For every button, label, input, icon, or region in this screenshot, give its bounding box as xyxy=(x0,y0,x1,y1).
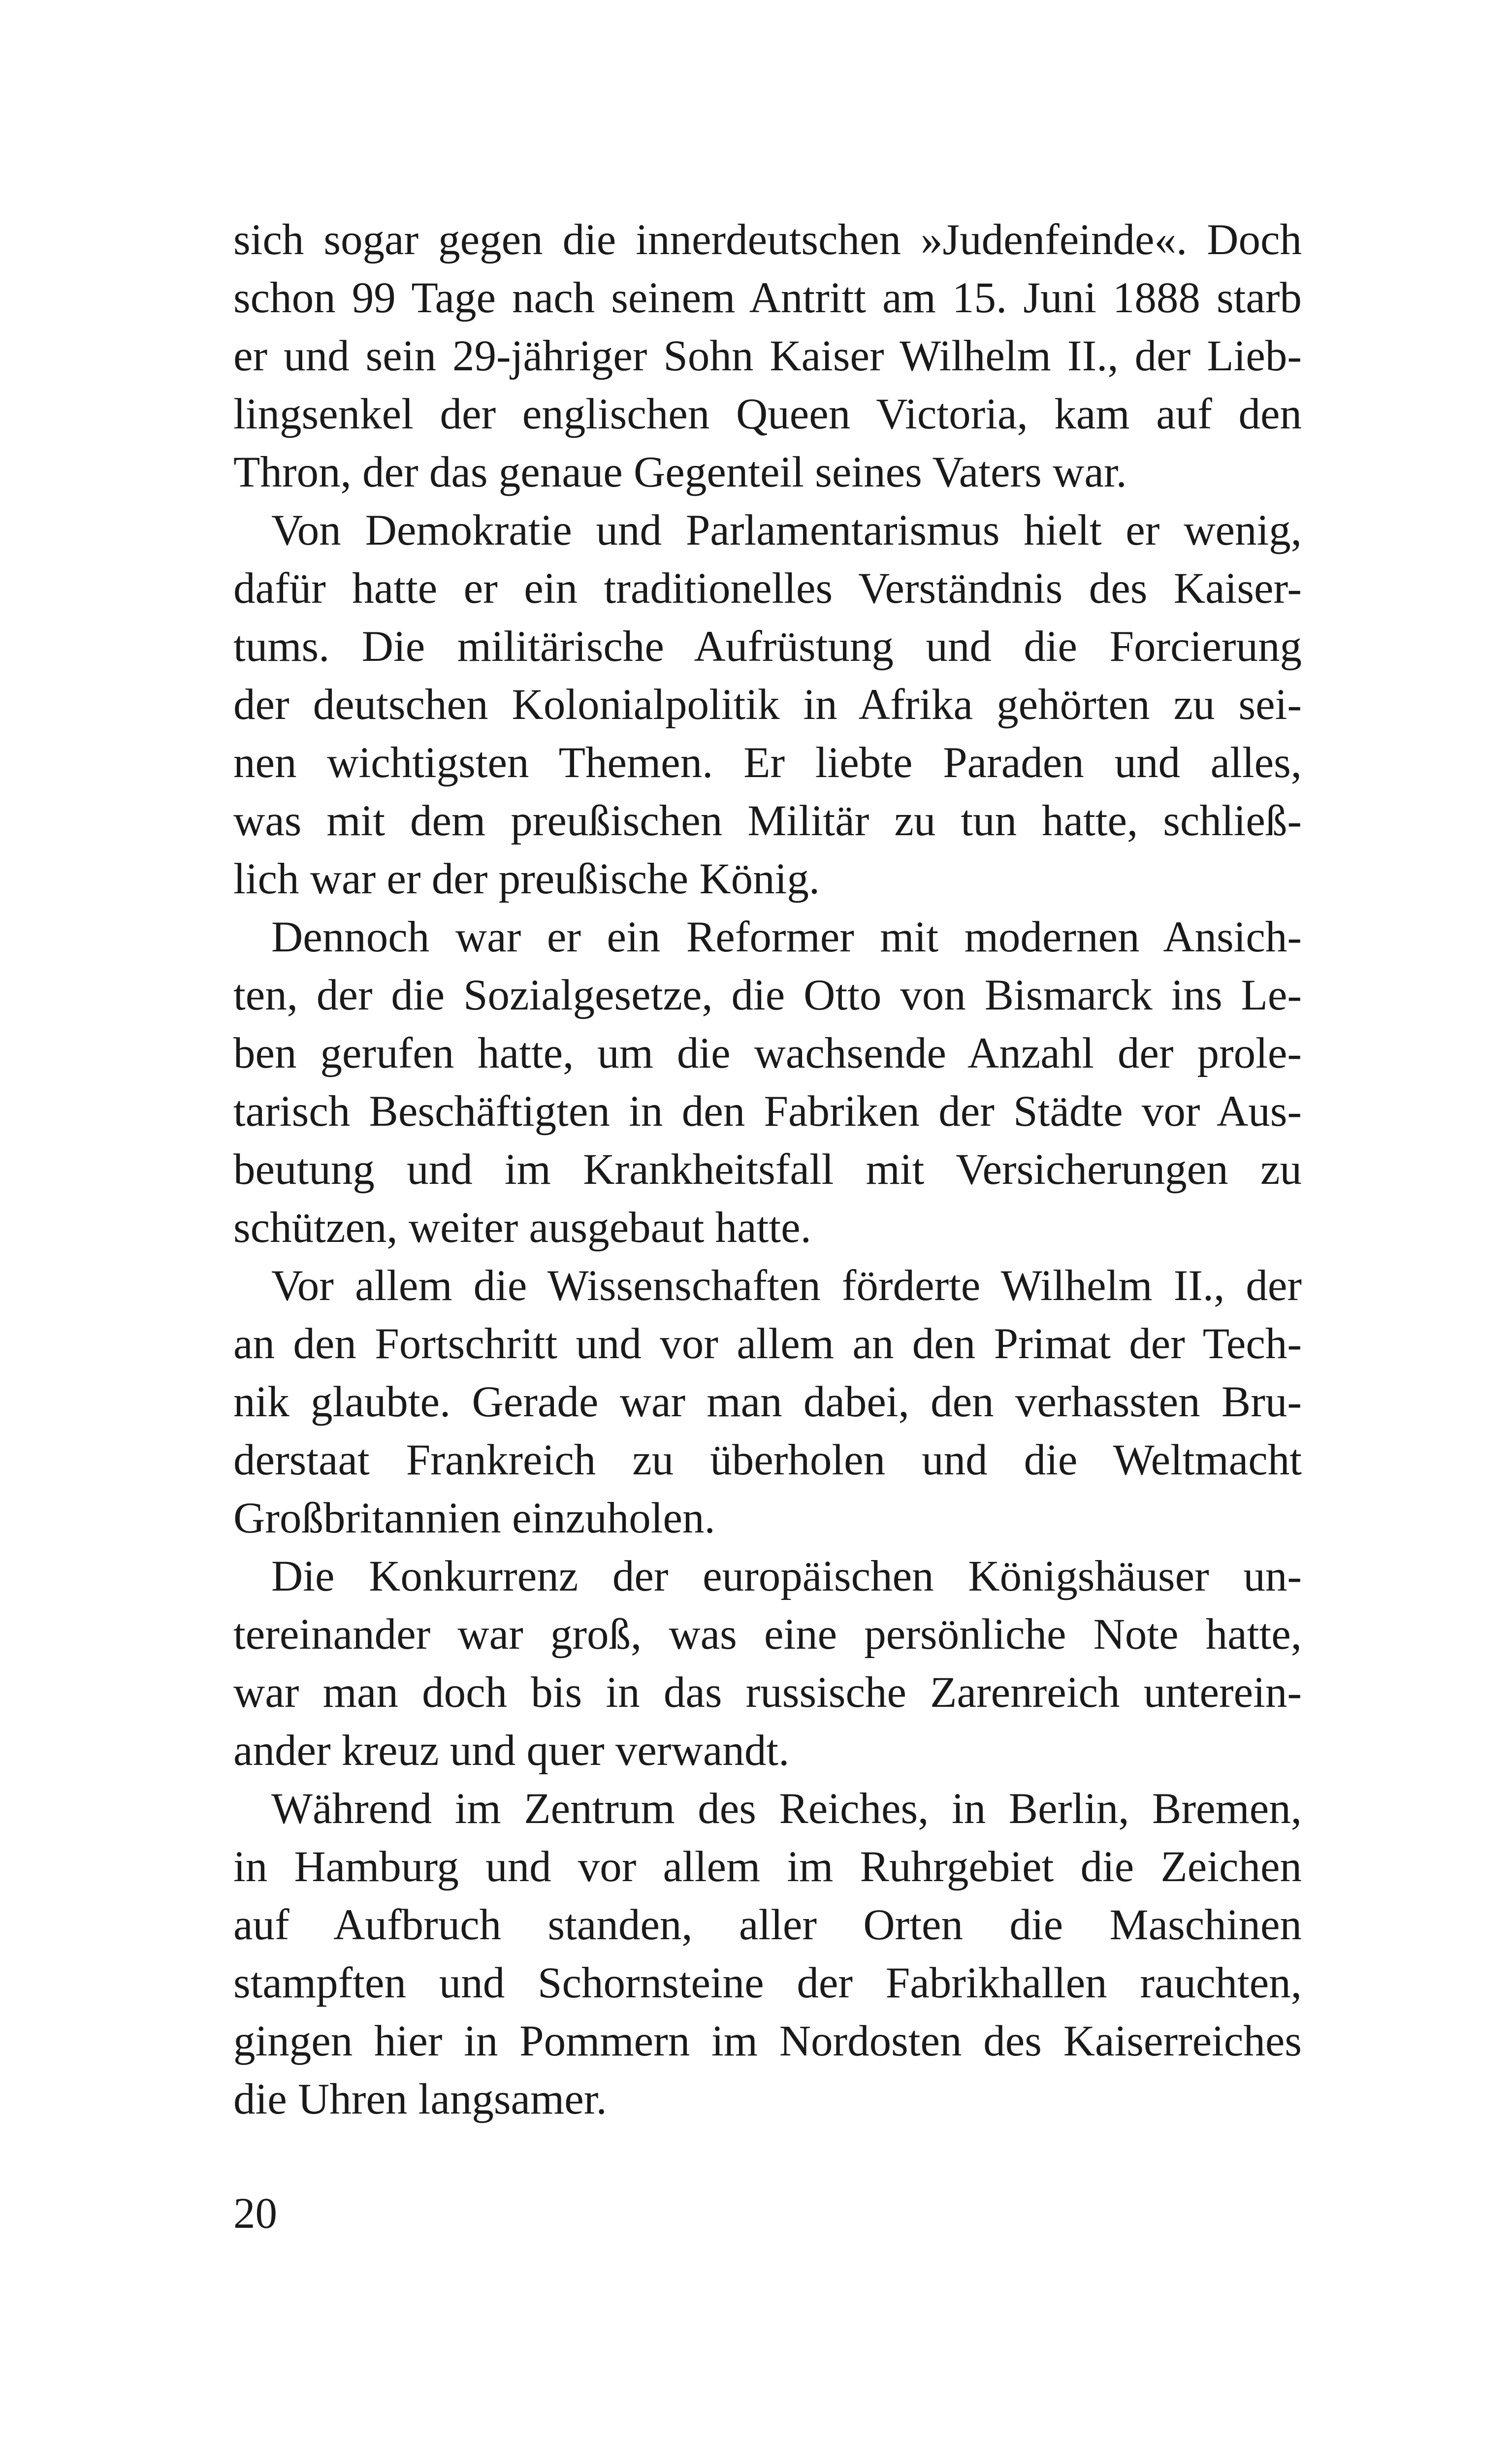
text-line: Während im Zentrum des Reiches, in Berlin, Bremen, xyxy=(271,1785,1302,1833)
text-line: derstaat Frankreich zu überholen und die Weltmacht xyxy=(233,1436,1302,1484)
paragraph xyxy=(233,1547,1302,1780)
paragraph xyxy=(233,1780,1302,2128)
body-text xyxy=(233,211,1302,2128)
text-line: dafür hatte er ein traditionelles Verständnis des Kaiser- xyxy=(233,564,1302,613)
text-line: schützen, weiter ausgebaut hatte. xyxy=(233,1204,811,1252)
paragraph xyxy=(233,501,1302,908)
text-line: Die Konkurrenz der europäischen Königshäuser un- xyxy=(271,1552,1302,1600)
text-line: Dennoch war er ein Reformer mit modernen Ansich- xyxy=(271,913,1302,961)
text-line: tereinander war groß, was eine persönliche Note hatte, xyxy=(233,1610,1302,1659)
text-line: schon 99 Tage nach seinem Antritt am 15. Juni 1888 starb xyxy=(233,274,1302,322)
text-line: Vor allem die Wissenschaften förderte Wilhelm II., der xyxy=(271,1262,1302,1310)
text-line: auf Aufbruch standen, aller Orten die Maschinen xyxy=(233,1901,1302,1949)
text-line: beutung und im Krankheitsfall mit Versicherungen zu xyxy=(233,1145,1302,1194)
paragraph xyxy=(233,211,1302,501)
text-line: lich war er der preußische König. xyxy=(233,855,820,903)
text-line: Von Demokratie und Parlamentarismus hielt er wenig, xyxy=(271,506,1302,554)
text-line: gingen hier in Pommern im Nordosten des Kaiserreiches xyxy=(233,2017,1302,2065)
text-line: nen wichtigsten Themen. Er liebte Paraden und alles, xyxy=(233,739,1302,787)
text-line: in Hamburg und vor allem im Ruhrgebiet die Zeichen xyxy=(233,1843,1302,1891)
text-line: ten, der die Sozialgesetze, die Otto von Bismarck ins Le- xyxy=(233,971,1302,1019)
text-line: nik glaubte. Gerade war man dabei, den verhassten Bru- xyxy=(233,1378,1302,1426)
text-line: Großbritannien einzuholen. xyxy=(233,1494,715,1542)
paragraph xyxy=(233,908,1302,1257)
text-line: tums. Die militärische Aufrüstung und die Forcierung xyxy=(233,622,1302,671)
text-line: die Uhren langsamer. xyxy=(233,2075,607,2123)
text-line: was mit dem preußischen Militär zu tun hatte, schließ- xyxy=(233,797,1302,845)
text-line: ben gerufen hatte, um die wachsende Anzahl der prole- xyxy=(233,1029,1302,1077)
text-line: er und sein 29-jähriger Sohn Kaiser Wilhelm II., der Lieb- xyxy=(233,332,1302,380)
text-line: tarisch Beschäftigten in den Fabriken der Städte vor Aus- xyxy=(233,1087,1302,1136)
text-line: der deutschen Kolonialpolitik in Afrika gehörten zu sei- xyxy=(233,681,1302,729)
paragraph xyxy=(233,1257,1302,1547)
text-line: war man doch bis in das russische Zarenreich unterein- xyxy=(233,1668,1302,1717)
text-line: an den Fortschritt und vor allem an den Primat der Tech- xyxy=(233,1320,1302,1368)
text-line: sich sogar gegen die innerdeutschen »Judenfeinde«. Doch xyxy=(233,216,1302,264)
text-line: ander kreuz und quer verwandt. xyxy=(233,1726,790,1775)
text-line: lingsenkel der englischen Queen Victoria, kam auf den xyxy=(233,390,1302,438)
text-line: stampften und Schornsteine der Fabrikhallen rauchten, xyxy=(233,1959,1302,2007)
page-number: 20 xyxy=(233,2189,277,2238)
text-line: Thron, der das genaue Gegenteil seines Vaters war. xyxy=(233,448,1127,496)
